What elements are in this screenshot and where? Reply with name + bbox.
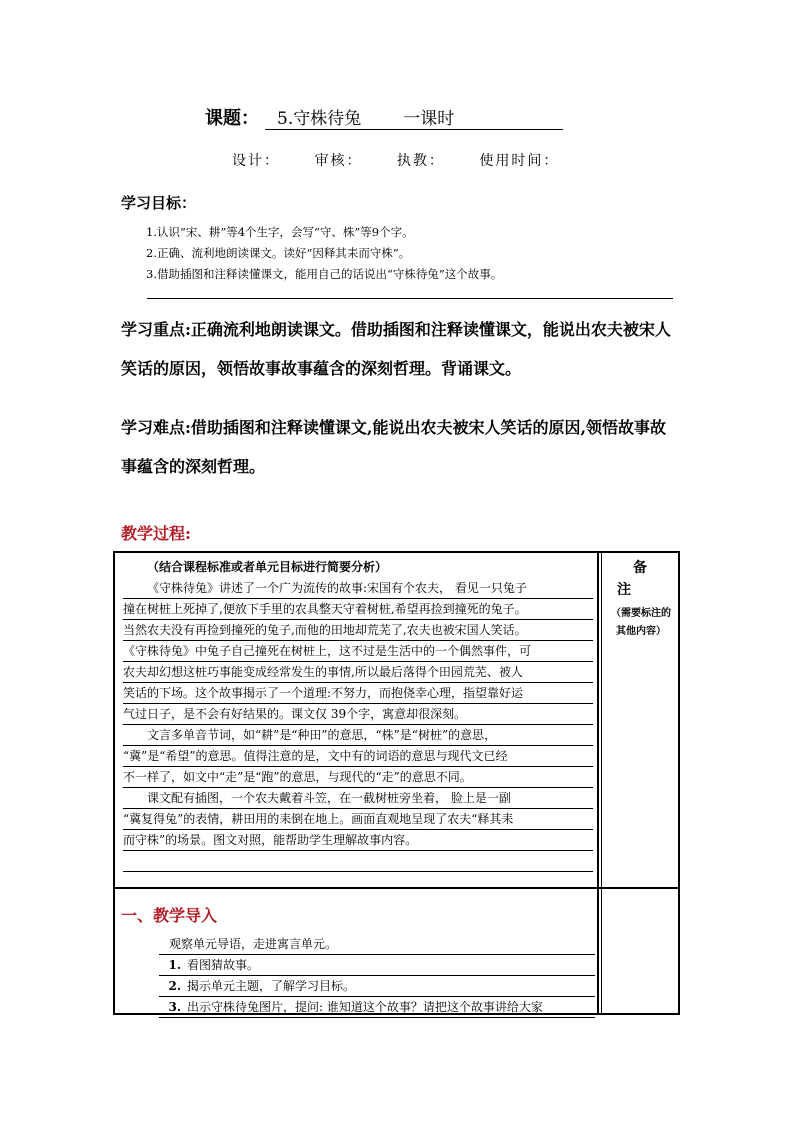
process-table [113, 551, 680, 1015]
analysis-line: 撞在树桩上死掉了,便放下手里的农具整天守着树桩,希望再捡到撞死的兔子。 [123, 599, 593, 620]
analysis-line: 农夫却幻想这桩巧事能变成经常发生的事情,所以最后落得个田园荒芜、被人 [123, 662, 593, 683]
analysis-line: 气过日子，是不会有好结果的。课文仅 39个字，寓意却很深刻。 [123, 704, 593, 725]
list-item [159, 997, 595, 1018]
analysis-line: 文言多单音节词，如“耕”是“种田”的意思，“株”是“树桩”的意思， [123, 725, 593, 746]
meta-review: 审核： [314, 153, 363, 169]
analysis-heading: （结合课程标准或者单元目标进行简要分析） [147, 560, 388, 574]
meta-row [232, 150, 559, 170]
divider [147, 298, 673, 299]
remarks-label: 备 [633, 560, 649, 576]
item-text: 出示守株待兔图片，提问: 谁知道这个故事？请把这个故事讲给大家 [187, 1000, 543, 1014]
title-text: 5.守株待兔 [277, 109, 362, 129]
analysis-line: 不一样了，如文中“走”是“跑”的意思，与现代的“走”的意思不同。 [123, 767, 593, 788]
table-divider [115, 887, 678, 889]
remarks-label: 注 [617, 582, 631, 598]
section-intro: 观察单元导语，走进寓言单元。 [159, 934, 595, 955]
section-intro-cell [121, 903, 595, 1018]
item-number: 3. [168, 1000, 181, 1014]
analysis-line: 笑话的下场。这个故事揭示了一个道理:不努力，而抱侥幸心理，指望靠好运 [123, 683, 593, 704]
goal-item: 2.正确、流利地朗读课文。读好“因释其耒而守株”。 [146, 246, 411, 260]
lesson-title [205, 104, 563, 130]
list-item [159, 955, 595, 976]
analysis-line: 《守株待兔》中兔子自己撞死在树桩上，这不过是生活中的一个偶然事件，可 [123, 641, 593, 662]
title-period: 一课时 [403, 109, 455, 129]
item-text: 看图猜故事。 [187, 958, 260, 972]
analysis-line: 当然农夫没有再捡到撞死的兔子,而他的田地却荒芜了,农夫也被宋国人笑话。 [123, 620, 593, 641]
section-title: 一、教学导入 [121, 906, 218, 925]
analysis-line: “冀复得兔”的表情，耕田用的耒倒在地上。画面直观地呈现了农夫“释其耒 [123, 809, 593, 830]
remarks-note: （需要标注的其他内容） [611, 608, 671, 637]
item-number: 1. [168, 958, 181, 972]
analysis-line [123, 851, 593, 872]
analysis-line: 课文配有插图，一个农夫戴着斗笠，在一截树桩旁坐着， 脸上是一副 [123, 788, 593, 809]
difficulties: 学习难点:借助插图和注释读懂课文,能说出农夫被宋人笑话的原因,领悟故事故事蕴含的深刻哲理。 [121, 418, 667, 476]
process-heading: 教学过程: [121, 524, 191, 543]
analysis-line: 而守株”的场景。图文对照，能帮助学生理解故事内容。 [123, 830, 593, 851]
list-item [159, 976, 595, 997]
remarks-cell [607, 557, 675, 641]
goals-heading: 学习目标： [121, 194, 197, 212]
goal-item: 1.认识“宋、耕”等4个生字，会写“守、株”等9个字。 [146, 225, 414, 239]
meta-teacher: 执教： [396, 153, 445, 169]
meta-time: 使用时间： [479, 153, 560, 169]
analysis-cell [123, 557, 593, 872]
goal-item: 3.借助插图和注释读懂课文，能用自己的话说出“守株待兔”这个故事。 [146, 267, 503, 281]
table-divider [597, 553, 599, 1013]
table-divider [601, 553, 602, 1013]
item-text: 揭示单元主题，了解学习目标。 [187, 979, 356, 993]
title-label: 课题： [205, 108, 259, 129]
key-points: 学习重点:正确流利地朗读课文。借助插图和注释读懂课文，能说出农夫被宋人笑话的原因，领悟故事故事蕴含的深刻哲理。背诵课文。 [121, 320, 671, 378]
meta-design: 设计： [232, 153, 280, 169]
goals-list [146, 222, 502, 285]
analysis-line: 《守株待兔》讲述了一个广为流传的故事:宋国有个农夫， 看见一只兔子 [123, 578, 593, 599]
item-number: 2. [168, 979, 181, 993]
analysis-line: “冀”是“希望”的意思。值得注意的是，文中有的词语的意思与现代文已经 [123, 746, 593, 767]
